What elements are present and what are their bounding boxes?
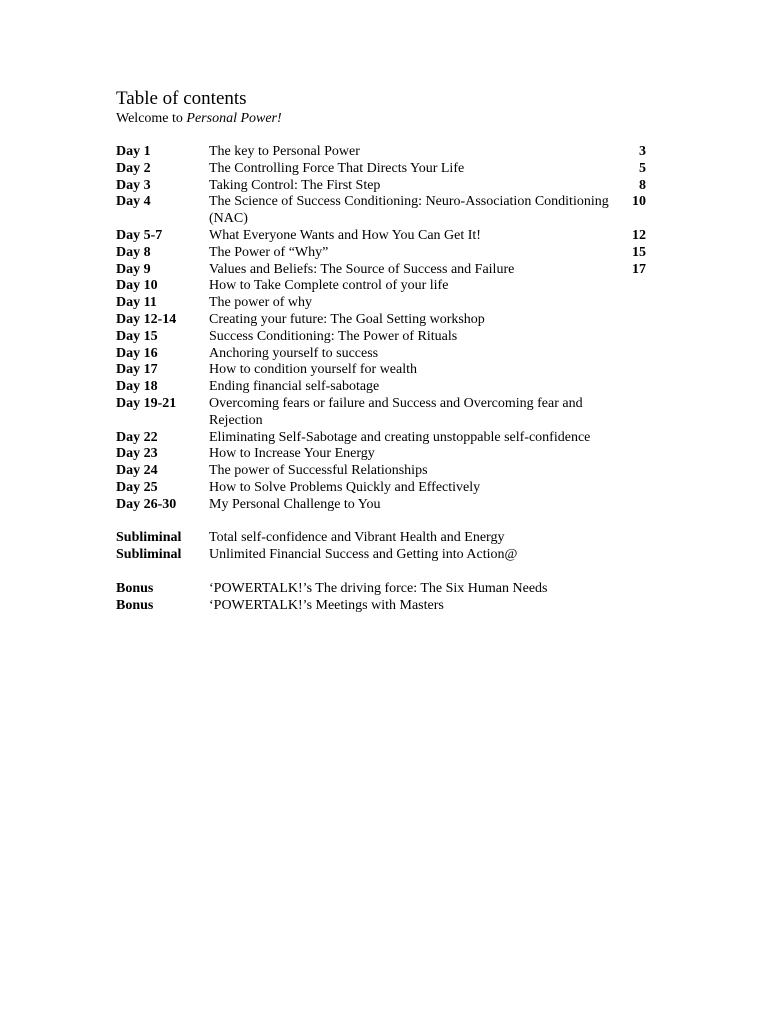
toc-day-label: Day 8 <box>116 244 151 260</box>
toc-page-number <box>621 598 646 615</box>
toc-topic: The power of Successful Relationships <box>209 463 428 479</box>
toc-day-label: Bonus <box>116 597 154 613</box>
toc-topic: Taking Control: The First Step <box>209 177 381 193</box>
toc-days-group <box>116 144 646 514</box>
toc-topic: Unlimited Financial Success and Getting into Action@ <box>209 547 518 563</box>
page-title: Table of contents <box>116 88 247 109</box>
toc-day-label: Subliminal <box>116 547 182 563</box>
subtitle-italic: Personal Power! <box>186 111 282 126</box>
toc-row <box>116 480 646 497</box>
toc-page-number <box>621 547 646 564</box>
toc-page-number <box>621 430 646 447</box>
toc-day-label: Day 24 <box>116 463 158 479</box>
toc-day-label: Day 12-14 <box>116 311 177 327</box>
toc-day-label: Day 4 <box>116 194 151 210</box>
toc-topic: ‘POWERTALK!’s The driving force: The Six Human Needs <box>209 580 548 596</box>
toc-page-number <box>621 295 646 312</box>
toc-row <box>116 547 646 564</box>
toc-page-number: 8 <box>639 177 646 193</box>
toc-row <box>116 228 646 245</box>
toc-page-number <box>621 329 646 346</box>
toc-page-number: 5 <box>639 160 646 176</box>
toc-day-label: Day 23 <box>116 446 158 462</box>
toc-day-label: Day 16 <box>116 345 158 361</box>
toc-topic: Ending financial self-sabotage <box>209 379 380 395</box>
toc-page-number <box>621 446 646 463</box>
toc-day-label: Day 2 <box>116 160 151 176</box>
toc-page-number: 17 <box>632 261 646 277</box>
toc-row <box>116 430 646 447</box>
toc-row <box>116 144 646 161</box>
toc-row <box>116 463 646 480</box>
toc-row <box>116 295 646 312</box>
toc-topic: The key to Personal Power <box>209 144 360 159</box>
toc-day-label: Bonus <box>116 580 154 596</box>
toc-day-label: Day 25 <box>116 479 158 495</box>
toc-bonus-group <box>116 581 646 615</box>
toc-topic: The power of why <box>209 295 313 311</box>
toc-page-number: 12 <box>632 227 646 243</box>
toc-row <box>116 446 646 463</box>
toc-topic: How to Solve Problems Quickly and Effectively <box>209 479 481 495</box>
toc-row <box>116 379 646 396</box>
toc-topic: The Power of “Why” <box>209 244 329 260</box>
toc-topic: Eliminating Self-Sabotage and creating unstoppable self-confidence <box>209 429 591 445</box>
toc-subliminal-group <box>116 530 646 564</box>
toc-topic: Total self-confidence and Vibrant Health and Energy <box>209 530 505 546</box>
toc-row <box>116 329 646 346</box>
toc-row <box>116 161 646 178</box>
toc-row <box>116 497 646 514</box>
toc-page-number <box>621 581 646 598</box>
spacer <box>116 514 646 531</box>
toc-day-label: Day 26-30 <box>116 496 177 512</box>
toc-topic: Creating your future: The Goal Setting workshop <box>209 311 485 327</box>
toc-day-label: Day 17 <box>116 362 158 378</box>
toc-day-label: Day 5-7 <box>116 227 163 243</box>
toc-page-number: 3 <box>639 144 646 159</box>
toc-page-number <box>621 278 646 295</box>
toc-row <box>116 362 646 379</box>
toc-row <box>116 346 646 363</box>
toc-day-label: Day 11 <box>116 295 157 311</box>
toc-page-number <box>621 480 646 497</box>
toc-row <box>116 278 646 295</box>
toc-page-number <box>621 379 646 396</box>
toc-topic: What Everyone Wants and How You Can Get It! <box>209 227 481 243</box>
toc-day-label: Day 3 <box>116 177 151 193</box>
toc-row <box>116 245 646 262</box>
toc-topic: How to Increase Your Energy <box>209 446 375 462</box>
toc-page-number <box>621 346 646 363</box>
toc-day-label: Day 19-21 <box>116 395 177 411</box>
toc-page-number <box>621 530 646 547</box>
toc-topic: How to condition yourself for wealth <box>209 362 418 378</box>
toc-page-number <box>621 497 646 514</box>
toc-day-label: Day 18 <box>116 379 158 395</box>
spacer <box>116 564 646 581</box>
toc-row <box>116 194 646 228</box>
toc-topic: Values and Beliefs: The Source of Success and Failure <box>209 261 515 277</box>
toc-row <box>116 598 646 615</box>
toc-list <box>116 144 646 614</box>
toc-topic: The Science of Success Conditioning: Neuro-Association Conditioning (NAC) <box>209 194 609 227</box>
toc-topic: My Personal Challenge to You <box>209 496 381 512</box>
toc-row <box>116 530 646 547</box>
toc-page-number <box>621 312 646 329</box>
toc-day-label: Day 10 <box>116 278 158 294</box>
toc-row <box>116 312 646 329</box>
toc-page-number: 15 <box>632 244 646 260</box>
page-subtitle <box>116 110 646 127</box>
toc-topic: Anchoring yourself to success <box>209 345 379 361</box>
toc-day-label: Subliminal <box>116 530 182 546</box>
toc-topic: ‘POWERTALK!’s Meetings with Masters <box>209 597 444 613</box>
toc-row <box>116 178 646 195</box>
toc-topic: How to Take Complete control of your life <box>209 278 449 294</box>
toc-page-number <box>621 396 646 430</box>
toc-row <box>116 581 646 598</box>
toc-day-label: Day 22 <box>116 429 158 445</box>
toc-topic: The Controlling Force That Directs Your Life <box>209 160 465 176</box>
toc-row <box>116 396 646 430</box>
subtitle-prefix: Welcome to <box>116 111 187 126</box>
toc-day-label: Day 15 <box>116 328 158 344</box>
toc-day-label: Day 1 <box>116 144 151 159</box>
toc-topic: Overcoming fears or failure and Success and Overcoming fear and Rejection <box>209 395 583 428</box>
toc-topic: Success Conditioning: The Power of Rituals <box>209 328 458 344</box>
toc-day-label: Day 9 <box>116 261 151 277</box>
toc-row <box>116 262 646 279</box>
toc-page-number: 10 <box>632 194 646 210</box>
toc-page-number <box>621 362 646 379</box>
document-page <box>116 88 646 614</box>
toc-page-number <box>621 463 646 480</box>
